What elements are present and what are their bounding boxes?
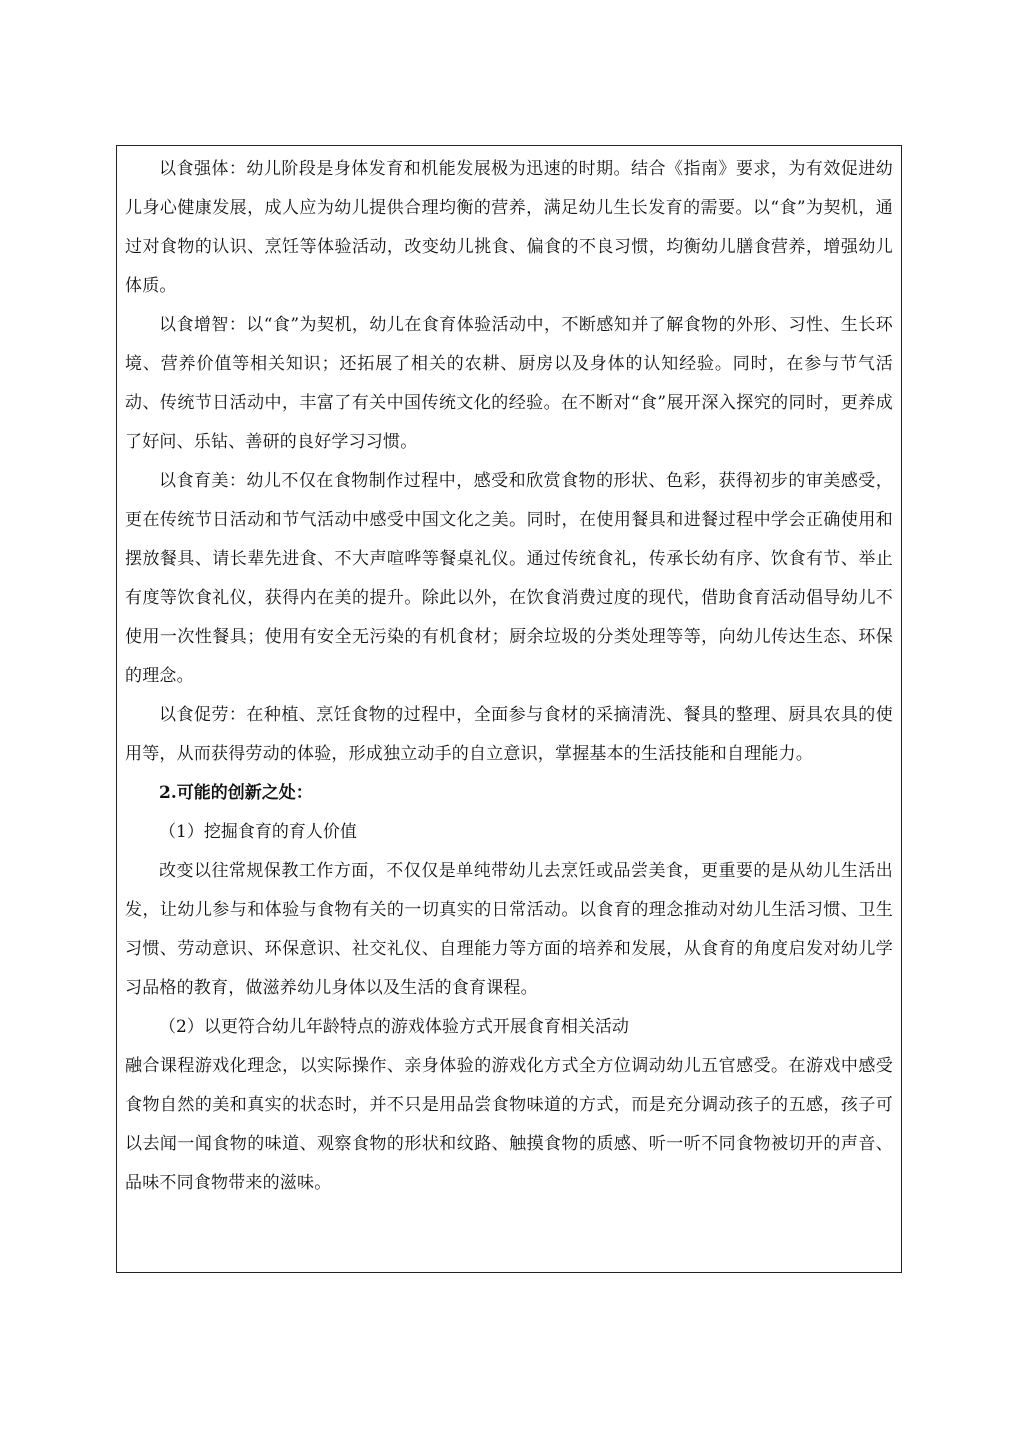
subheading-2: （2）以更符合幼儿年龄特点的游戏体验方式开展食育相关活动 [159, 1017, 629, 1037]
table-cell-frame [116, 145, 902, 1273]
cell-content [125, 150, 893, 1203]
paragraph-sub2: 融合课程游戏化理念，以实际操作、亲身体验的游戏化方式全方位调动幼儿五官感受。在游戏中感受食物自然的美和真实的状态时，并不只是用品尝食物味道的方式，而是充分调动孩子的五感，孩子可以去闻一闻食物的味道、观察食物的形状和纹路、触摸食物的质感、听一听不同食物被切开的声音、品味不同食物带来的滋味。 [125, 1056, 893, 1193]
paragraph-sub1: 改变以往常规保教工作方面，不仅仅是单纯带幼儿去烹饪或品尝美食，更重要的是从幼儿生活出发，让幼儿参与和体验与食物有关的一切真实的日常活动。以食育的理念推动对幼儿生活习惯、卫生习惯、劳动意识、环保意识、社交礼仪、自理能力等方面的培养和发展，从食育的角度启发对幼儿学习品格的教育，做滋养幼儿身体以及生活的食育课程。 [125, 861, 893, 998]
paragraph-food-strengthens-body: 以食强体：幼儿阶段是身体发育和机能发展极为迅速的时期。结合《指南》要求，为有效促进幼儿身心健康发展，成人应为幼儿提供合理均衡的营养，满足幼儿生长发育的需要。以“食”为契机，通过对食物的认识、烹饪等体验活动，改变幼儿挑食、偏食的不良习惯，均衡幼儿膳食营养，增强幼儿体质。 [125, 159, 893, 296]
section-heading-innovations: 2.可能的创新之处： [159, 783, 313, 803]
paragraph-food-increases-wisdom: 以食增智：以“食”为契机，幼儿在食育体验活动中，不断感知并了解食物的外形、习性、生长环境、营养价值等相关知识；还拓展了相关的农耕、厨房以及身体的认知经验。同时，在参与节气活动、传统节日活动中，丰富了有关中国传统文化的经验。在不断对“食”展开深入探究的同时，更养成了好问、乐钻、善研的良好学习习惯。 [125, 315, 893, 452]
paragraph-food-promotes-labor: 以食促劳：在种植、烹饪食物的过程中，全面参与食材的采摘清洗、餐具的整理、厨具农具的使用等，从而获得劳动的体验，形成独立动手的自立意识，掌握基本的生活技能和自理能力。 [125, 705, 893, 764]
paragraph-food-cultivates-beauty: 以食育美：幼儿不仅在食物制作过程中，感受和欣赏食物的形状、色彩，获得初步的审美感受，更在传统节日活动和节气活动中感受中国文化之美。同时，在使用餐具和进餐过程中学会正确使用和摆放餐具、请长辈先进食、不大声喧哗等餐桌礼仪。通过传统食礼，传承长幼有序、饮食有节、举止有度等饮食礼仪，获得内在美的提升。除此以外，在饮食消费过度的现代，借助食育活动倡导幼儿不使用一次性餐具；使用有安全无污染的有机食材；厨余垃圾的分类处理等等，向幼儿传达生态、环保的理念。 [125, 471, 893, 686]
subheading-1: （1）挖掘食育的育人价值 [159, 822, 357, 842]
